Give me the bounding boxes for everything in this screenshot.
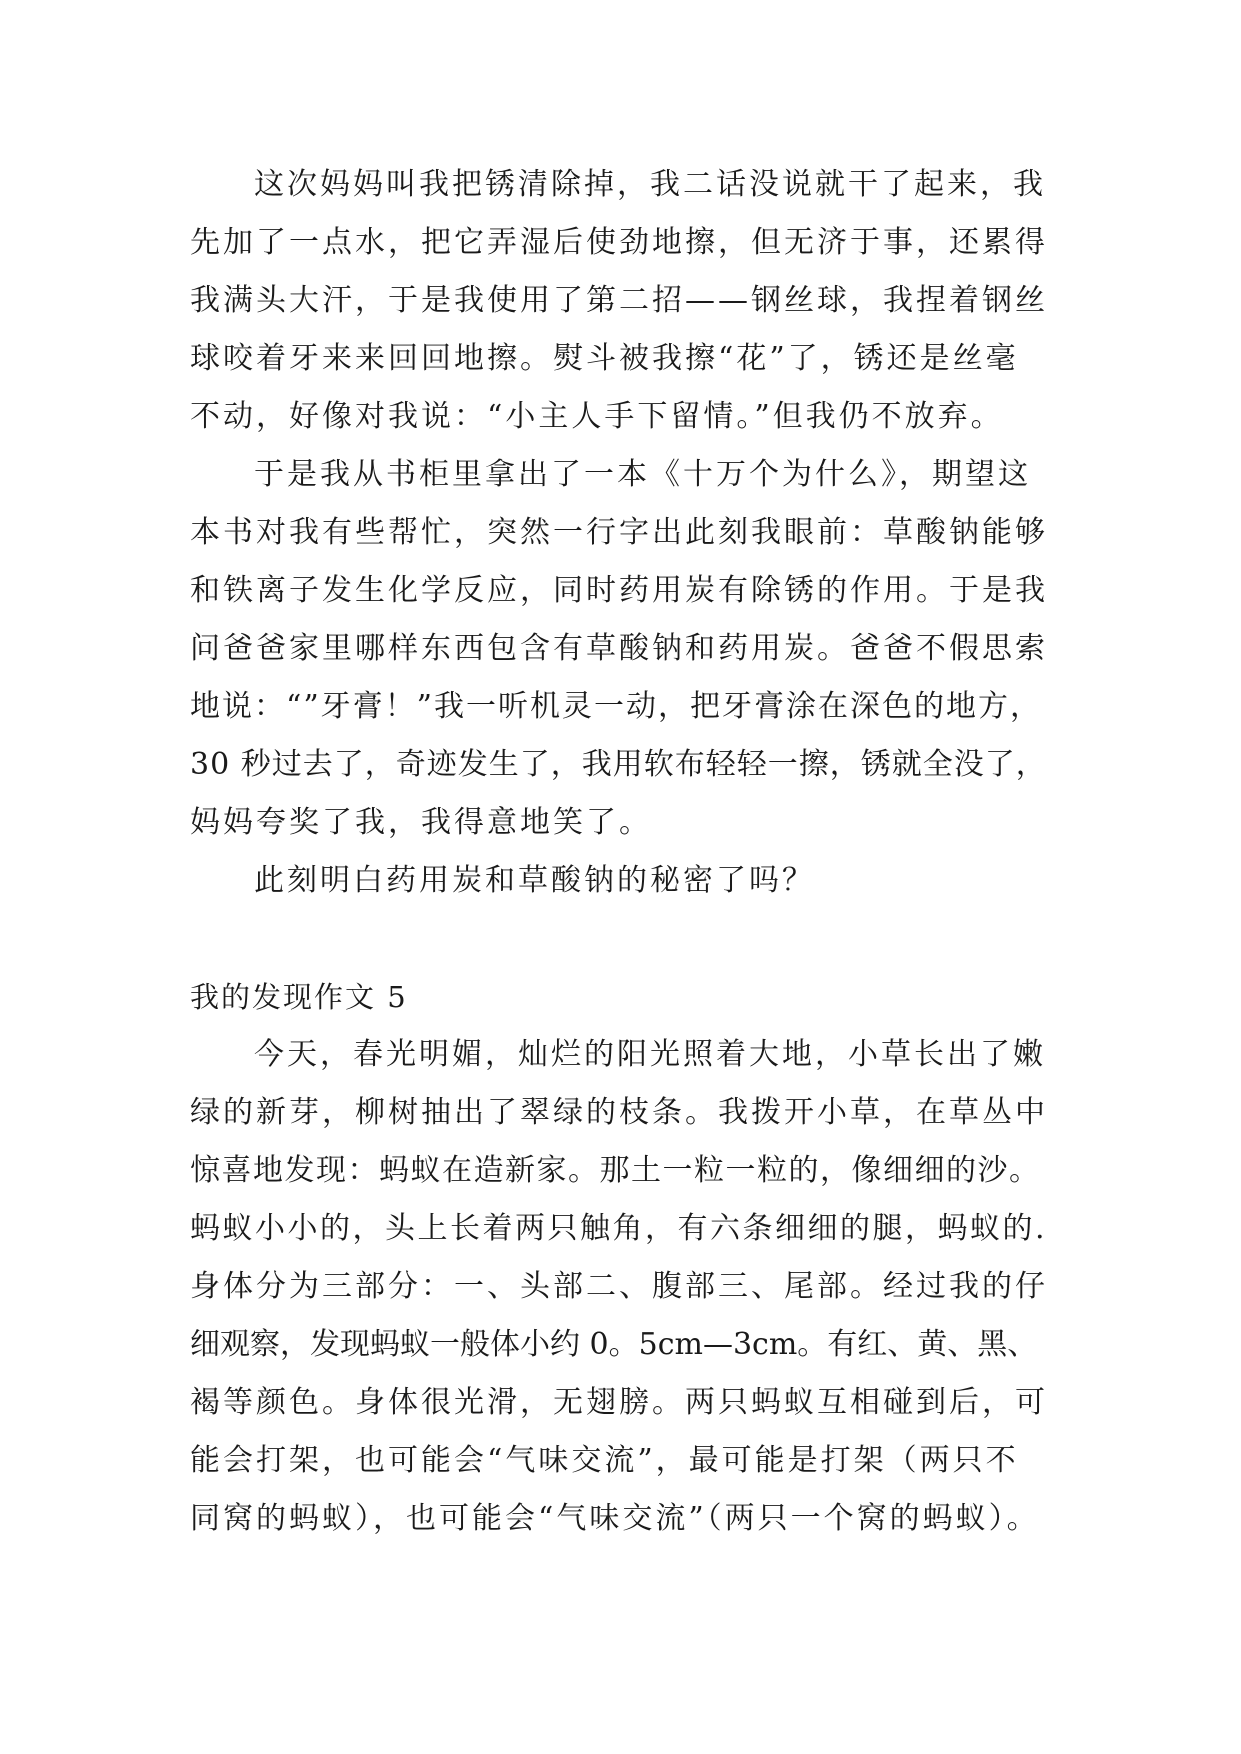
text-line: 蚂蚁小小的，头上长着两只触角，有六条细细的腿，蚂蚁的. bbox=[190, 1211, 1048, 1246]
text-line: 我满头大汗，于是我使用了第二招——钢丝球，我捏着钢丝 bbox=[190, 283, 1048, 318]
text-line: 问爸爸家里哪样东西包含有草酸钠和药用炭。爸爸不假思索 bbox=[190, 631, 1048, 666]
text-line: 能会打架，也可能会“气味交流”，最可能是打架（两只不 bbox=[190, 1443, 1019, 1478]
text-line: 不动，好像对我说：“小主人手下留情。”但我仍不放弃。 bbox=[190, 399, 1004, 434]
essay-heading: 我的发现作文 5 bbox=[190, 980, 408, 1014]
text-line: 地说：“”牙膏！”我一听机灵一动，把牙膏涂在深色的地方， bbox=[190, 689, 1043, 724]
text-line: 先加了一点水，把它弄湿后使劲地擦，但无济于事，还累得 bbox=[190, 225, 1048, 260]
text-line: 惊喜地发现：蚂蚁在造新家。那土一粒一粒的，像细细的沙。 bbox=[190, 1153, 1041, 1188]
text-line: 球咬着牙来来回回地擦。熨斗被我擦“花”了，锈还是丝毫 bbox=[190, 341, 1019, 376]
text-line: 细观察，发现蚂蚁一般体小约 0。5cm—3cm。有红、黄、黑、 bbox=[190, 1327, 1038, 1362]
text-line: 和铁离子发生化学反应，同时药用炭有除锈的作用。于是我 bbox=[190, 573, 1048, 608]
text-line: 褐等颜色。身体很光滑，无翅膀。两只蚂蚁互相碰到后，可 bbox=[190, 1385, 1048, 1420]
text-line: 这次妈妈叫我把锈清除掉，我二话没说就干了起来，我 bbox=[254, 167, 1046, 202]
text-line: 同窝的蚂蚁），也可能会“气味交流”（两只一个窝的蚂蚁）。 bbox=[190, 1501, 1040, 1536]
text-line: 于是我从书柜里拿出了一本《十万个为什么》，期望这 bbox=[254, 457, 1031, 492]
text-line: 此刻明白药用炭和草酸钠的秘密了吗？ bbox=[254, 863, 815, 898]
text-line: 妈妈夸奖了我，我得意地笑了。 bbox=[190, 805, 652, 840]
text-line: 本书对我有些帮忙，突然一行字出此刻我眼前：草酸钠能够 bbox=[190, 515, 1048, 550]
text-line: 身体分为三部分：一、头部二、腹部三、尾部。经过我的仔 bbox=[190, 1269, 1048, 1304]
text-line: 绿的新芽，柳树抽出了翠绿的枝条。我拨开小草，在草丛中 bbox=[190, 1095, 1048, 1130]
text-line: 今天，春光明媚，灿烂的阳光照着大地，小草长出了嫩 bbox=[254, 1037, 1046, 1072]
text-line: 30 秒过去了，奇迹发生了，我用软布轻轻一擦，锈就全没了， bbox=[190, 747, 1047, 782]
